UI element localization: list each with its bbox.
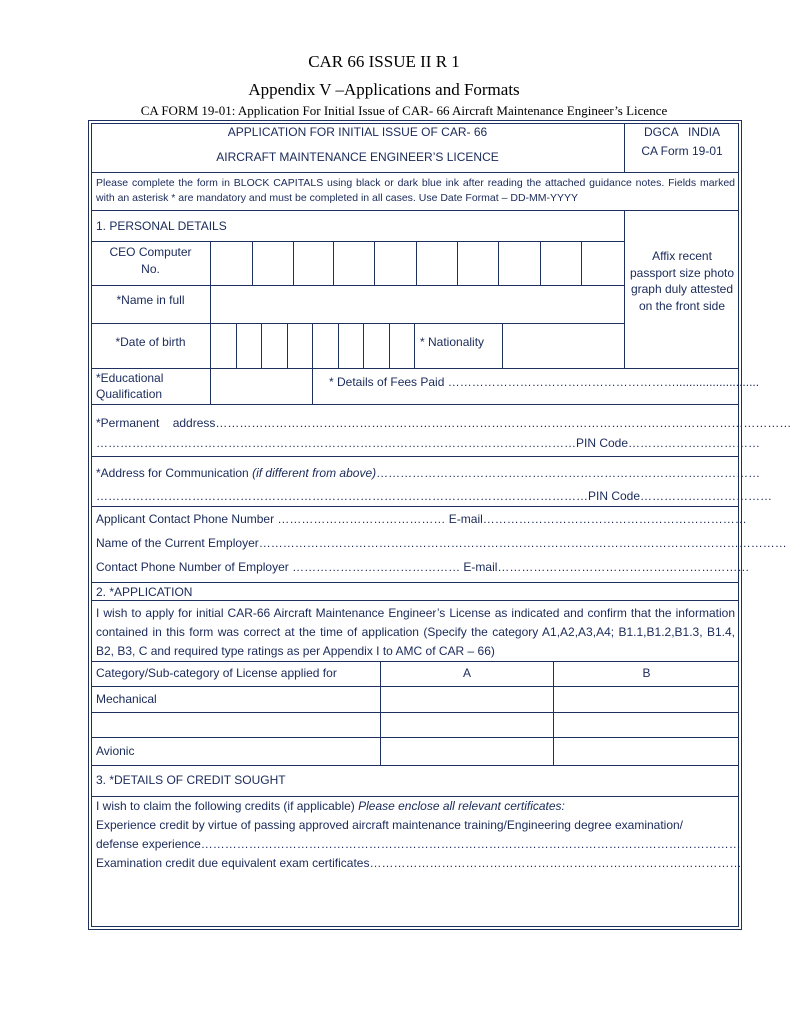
education-label: *Educational (96, 371, 164, 385)
credits-intro-note: Please enclose all relevant certificates: (358, 799, 565, 813)
name-label: *Name in full (116, 293, 185, 307)
row-divider (91, 404, 739, 405)
permanent-address-field[interactable]: *Permanent address……………………………………………………………………………………………………………………………… (96, 416, 792, 430)
ceo-number-label-2: No. (141, 262, 160, 276)
section-personal-heading: 1. PERSONAL DETAILS (96, 219, 227, 233)
section-application-heading: 2. *APPLICATION (96, 585, 193, 599)
comm-address-dots: …………………………………………………………………………………… (376, 466, 761, 480)
instructions: Please complete the form in BLOCK CAPITALS using black or dark blue ink after reading the attached guidance notes. Fields marked with an asterisk * are mandatory and must be completed in all cases. Use Date Format – DD-MM-YYYY (96, 177, 735, 204)
photo-box: Affix recent passport size photo graph duly attested on the front side (629, 249, 735, 313)
nationality-label: * Nationality (420, 335, 485, 349)
application-text: I wish to apply for initial CAR-66 Aircraft Maintenance Engineer’s License as indicated and confirm that the information contained in this form was correct at the time of application (Specify the category A1,A2,A3,A4; B1.1,B1.2,B1.3, B1.4, B2, B3, C and required type ratings as per Appendix I to AMC of CAR – 66) (96, 606, 735, 658)
box-divider (414, 323, 415, 368)
col-divider (624, 210, 625, 368)
name-input[interactable] (211, 286, 623, 323)
experience-credit-field[interactable]: defense experience……………………………………………………………………………………………………………………… (96, 837, 741, 851)
row-divider (91, 582, 739, 583)
license-col-b: B (642, 666, 651, 680)
license-row-mechanical: Mechanical (96, 692, 157, 706)
dob-label: *Date of birth (115, 335, 186, 349)
form-title-line2: AIRCRAFT MAINTENANCE ENGINEER’S LICENCE (216, 150, 499, 164)
ceo-number-label: CEO Computer (109, 245, 192, 259)
row-divider (91, 765, 739, 766)
employer-phone-email[interactable]: Contact Phone Number of Employer …………………………………… E-mail……………………………………………………… (96, 560, 750, 574)
row-divider (91, 456, 739, 457)
row-divider (91, 210, 739, 211)
row-divider (91, 506, 739, 507)
comm-address-pin[interactable]: ……………………………………………………………………………………………………………PIN Code…………………………… (96, 489, 773, 503)
avionic-b-cell[interactable] (554, 738, 738, 764)
mechanical-a-cell[interactable] (381, 687, 552, 711)
comm-address-note: (if different from above) (252, 466, 377, 480)
form-number: CA Form 19-01 (641, 144, 723, 158)
nationality-input[interactable] (503, 324, 623, 368)
permanent-address-pin[interactable]: …………………………………………………………………………………………………………PIN Code…………………………… (96, 436, 761, 450)
fees-paid-field[interactable]: * Details of Fees Paid …………………………………………………......................... (329, 375, 760, 389)
comm-address-label: *Address for Communication (96, 466, 253, 480)
form-title-line1: APPLICATION FOR INITIAL ISSUE OF CAR- 66 (227, 125, 488, 139)
ceo-number-input[interactable] (211, 242, 623, 285)
col-divider (312, 368, 313, 404)
dob-input[interactable] (211, 324, 414, 368)
section-credits-heading: 3. *DETAILS OF CREDIT SOUGHT (96, 773, 286, 787)
credits-intro-text: I wish to claim the following credits (if applicable) (96, 799, 359, 813)
row-divider (91, 796, 739, 797)
row-divider (91, 600, 739, 601)
row-divider (91, 661, 739, 662)
avionic-a-cell[interactable] (381, 738, 552, 764)
exam-credit-field[interactable]: Examination credit due equivalent exam certificates………………………………………………………………………………… (96, 856, 742, 870)
form-caption: CA FORM 19-01: Application For Initial Issue of CAR- 66 Aircraft Maintenance Engineer’s Licence (140, 103, 668, 118)
doc-subtitle: Appendix V –Applications and Formats (248, 80, 520, 99)
mechanical-b-cell[interactable] (554, 687, 738, 711)
license-row-avionic: Avionic (96, 744, 135, 758)
row-divider (91, 172, 739, 173)
row-divider (91, 368, 739, 369)
education-input[interactable] (211, 369, 311, 404)
credits-intro (96, 799, 565, 814)
education-label-2: Qualification (96, 387, 163, 401)
issuer: DGCA INDIA (643, 125, 720, 139)
row-divider (91, 712, 739, 713)
applicant-phone-email[interactable]: Applicant Contact Phone Number …………………………………… E-mail………………………………………………………… (96, 512, 747, 526)
current-employer[interactable]: Name of the Current Employer…………………………………………………………………………………………………………………… (96, 536, 787, 550)
experience-credit: Experience credit by virtue of passing approved aircraft maintenance training/Engineering degree examination/ (96, 818, 684, 832)
comm-address-field[interactable] (96, 466, 761, 481)
license-table-header: Category/Sub-category of License applied for (96, 666, 337, 680)
doc-title: CAR 66 ISSUE II R 1 (308, 52, 460, 71)
license-col-a: A (462, 666, 471, 680)
